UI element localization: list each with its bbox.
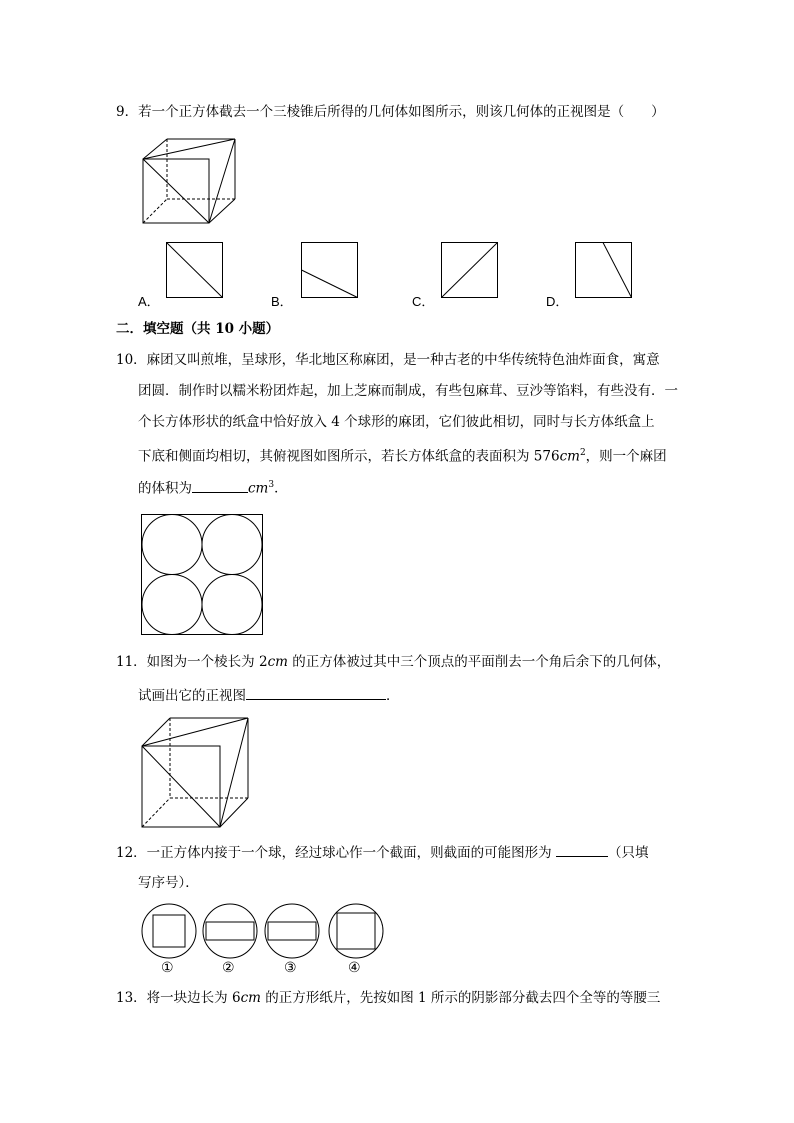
unit-exponent: 2	[579, 448, 586, 458]
q9-option-b-figure[interactable]	[301, 242, 359, 299]
q12-label-4: ④	[348, 960, 361, 976]
q11-line-2	[138, 685, 400, 706]
q12-label-2: ②	[222, 960, 235, 976]
q9-cube-figure	[140, 135, 240, 227]
q11-line-2-text: 试画出它的正视图	[138, 688, 246, 704]
q11-answer-blank[interactable]	[246, 685, 386, 700]
q9-option-c-label[interactable]: C．	[412, 294, 435, 309]
q9-stem: 9．若一个正方体截去一个三棱锥后所得的几何体如图所示，则该几何体的正视图是（ ）	[116, 104, 665, 120]
q12-answer-blank[interactable]	[556, 842, 608, 857]
q9-option-b-label[interactable]: B．	[271, 294, 293, 309]
q9-option-d-label[interactable]: D．	[546, 294, 569, 309]
unit-cm: cm	[240, 990, 261, 1006]
q10-line-4-text: 下底和侧面均相切，其俯视图如图所示，若长方体纸盒的表面积为 576	[138, 448, 560, 465]
unit-cm: cm	[248, 480, 269, 497]
q10-answer-blank[interactable]	[192, 478, 248, 493]
q9-option-d-figure[interactable]	[575, 242, 633, 299]
q9-option-a-figure[interactable]	[166, 242, 224, 299]
q10-line-1: 10．麻团又叫煎堆，呈球形，华北地区称麻团，是一种古老的中华传统特色油炸面食，寓意	[116, 352, 660, 368]
q9-option-a-label[interactable]: A．	[138, 294, 160, 309]
unit-cm: cm	[559, 448, 580, 465]
q13-line-1-text: 13．将一块边长为 6	[116, 990, 241, 1006]
q10-four-circles-figure	[141, 514, 264, 636]
section-title: 二．填空题（共 10 小题）	[116, 321, 280, 337]
q12-line-2: 写序号）．	[138, 875, 199, 891]
q12-line-1	[116, 842, 648, 863]
unit-cm: cm	[267, 654, 288, 670]
q10-line-5-tail: ．	[274, 480, 288, 497]
q11-cut-cube-figure	[140, 716, 252, 830]
q11-line-1-tail: 的正方体被过其中三个顶点的平面削去一个角后余下的几何体，	[287, 654, 671, 670]
q11-line-1	[116, 652, 670, 672]
q12-label-3: ③	[284, 960, 297, 976]
q13-line-1-tail: 的正方形纸片，先按如图 1 所示的阴影部分截去四个全等的等腰三	[260, 990, 661, 1006]
q10-line-4	[138, 443, 667, 467]
q12-line-1-tail: （只填	[607, 845, 649, 861]
q9-option-c-figure[interactable]	[441, 242, 499, 299]
q12-line-1-text: 12．一正方体内接于一个球，经过球心作一个截面，则截面的可能图形为	[116, 845, 552, 861]
unit-exponent: 3	[268, 480, 275, 490]
q13-line-1	[116, 988, 660, 1008]
q11-line-1-text: 11．如图为一个棱长为 2	[116, 654, 268, 670]
q10-line-4-tail: ，则一个麻团	[585, 448, 667, 465]
q11-line-2-tail: ．	[386, 688, 400, 704]
q10-line-5	[138, 475, 288, 499]
q12-sections-figure	[140, 902, 386, 960]
q10-line-3: 个长方体形状的纸盒中恰好放入 4 个球形的麻团，它们彼此相切，同时与长方体纸盒上	[138, 414, 655, 430]
q12-label-1: ①	[161, 960, 174, 976]
q10-line-2: 团圆．制作时以糯米粉团炸起，加上芝麻而制成，有些包麻茸、豆沙等馅料，有些没有．一	[138, 383, 678, 399]
q10-line-5-text: 的体积为	[138, 480, 192, 497]
